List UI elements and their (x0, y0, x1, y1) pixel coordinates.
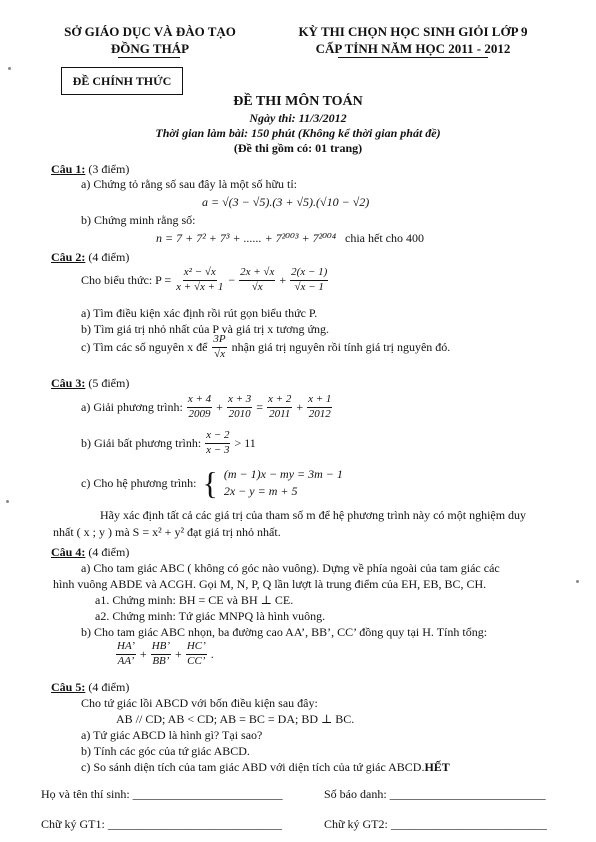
numerator: 2x + √x (239, 267, 275, 281)
exam-duration: Thời gian làm bài: 150 phút (Không kể thời gian phát đề) (155, 126, 441, 140)
numerator: x + 1 (307, 394, 332, 408)
q5-part-c-line (81, 760, 450, 775)
department-name: SỞ GIÁO DỤC VÀ ĐÀO TẠO (64, 24, 236, 39)
operator: − (228, 272, 236, 287)
q2-fraction-1 (175, 267, 224, 293)
q3-fraction-2 (227, 394, 252, 420)
q2-part-c-suffix: nhận giá trị nguyên rồi tính giá trị nguyên đó. (231, 339, 451, 354)
q3-fraction-4 (307, 394, 332, 420)
q1-part-b: b) Chứng minh rằng số: (81, 213, 196, 227)
q4-fraction-1 (116, 641, 136, 667)
q1-formula-b-line (156, 231, 424, 246)
question-points: (4 điểm) (85, 250, 130, 264)
q4-part-a-line-1: a) Cho tam giác ABC ( không có góc nào vuông). Dựng về phía ngoài của tam giác các (81, 561, 500, 575)
supervisor-1-label: Chữ ký GT1: (41, 817, 105, 831)
q3-fraction-1 (187, 394, 212, 420)
q3-part-b-suffix: > 11 (234, 435, 256, 450)
supervisor-1-field[interactable]: _____________________________ (107, 817, 282, 831)
numerator: x + 4 (187, 394, 212, 408)
q4-part-a1: a1. Chứng minh: BH = CE và BH ⊥ CE. (95, 593, 294, 607)
official-label: ĐỀ CHÍNH THỨC (72, 74, 172, 88)
candidate-number-field[interactable]: __________________________ (389, 787, 546, 801)
denominator: x + √x + 1 (176, 280, 224, 293)
numerator: HC’ (186, 641, 207, 655)
question-points: (4 điểm) (85, 545, 130, 559)
numerator: x² − √x (183, 267, 217, 281)
exam-name: KỲ THI CHỌN HỌC SINH GIỎI LỚP 9 (298, 24, 528, 39)
end-marker: HẾT (424, 760, 450, 774)
q3-part-c-prefix: c) Cho hệ phương trình: (81, 475, 197, 490)
operator: + (279, 272, 287, 287)
candidate-name-line (41, 787, 283, 802)
denominator: √x − 1 (294, 280, 324, 293)
header-divider (118, 57, 180, 58)
header-divider (338, 57, 488, 58)
question-label: Câu 1: (51, 162, 86, 176)
equation-system (224, 466, 343, 500)
q4-part-a-line-2: hình vuông ABDE và ACGH. Gọi M, N, P, Q lần lượt là trung điểm của EH, EB, BC, CH. (53, 577, 487, 591)
supervisor-1-line (41, 817, 282, 832)
q2-part-a: a) Tìm điều kiện xác định rồi rút gọn biểu thức P. (81, 306, 318, 320)
candidate-name-field[interactable]: _________________________ (132, 787, 283, 801)
operator: = (256, 399, 264, 414)
q5-intro: Cho tứ giác lồi ABCD với bốn điều kiện sau đây: (81, 696, 318, 710)
question-1-header (51, 162, 129, 177)
q5-conditions: AB // CD; AB < CD; AB = BC = DA; BD ⊥ BC. (116, 712, 355, 726)
denominator: BB’ (152, 654, 170, 667)
numerator: 2(x − 1) (290, 267, 328, 281)
denominator: CC’ (187, 654, 206, 667)
numerator: x + 3 (227, 394, 252, 408)
q2-part-c-prefix: c) Tìm các số nguyên x để (81, 339, 208, 354)
exam-date: Ngày thi: 11/3/2012 (249, 111, 347, 125)
q5-part-b: b) Tính các góc của tứ giác ABCD. (81, 744, 250, 758)
numerator: HA’ (116, 641, 136, 655)
q3-part-c (81, 466, 343, 500)
scan-speck (576, 580, 579, 583)
q3-part-b (81, 430, 256, 456)
q3-fraction-b (205, 430, 230, 456)
candidate-number-line (324, 787, 546, 802)
denominator: x − 3 (206, 443, 230, 456)
question-label: Câu 3: (51, 376, 86, 390)
numerator: x − 2 (205, 430, 230, 444)
q2-fraction-2 (239, 267, 275, 293)
denominator: 2011 (269, 407, 291, 420)
exam-pages: (Đề thi gồm có: 01 trang) (233, 141, 363, 155)
brace-icon: { (202, 465, 218, 501)
operator: + (139, 646, 147, 661)
candidate-number-label: Số báo danh: (324, 787, 387, 801)
q2-expression-prefix: Cho biểu thức: P = (81, 272, 172, 287)
q2-part-c (81, 334, 450, 360)
supervisor-2-label: Chữ ký GT2: (324, 817, 388, 831)
exam-level: CẤP TỈNH NĂM HỌC 2011 - 2012 (315, 41, 511, 56)
province-name: ĐỒNG THÁP (110, 41, 190, 56)
q1-formula-a: a = √(3 − √5).(3 + √5).(√10 − √2) (202, 195, 370, 209)
q1-part-a: a) Chứng tỏ rằng số sau đây là một số hữu tỉ: (81, 177, 297, 191)
denominator: 2012 (308, 407, 331, 420)
q4-sum-end: . (210, 646, 214, 661)
denominator: AA’ (117, 654, 135, 667)
denominator: √x (251, 280, 263, 293)
q3-part-a (81, 394, 332, 420)
q4-part-a2: a2. Chứng minh: Tứ giác MNPQ là hình vuông. (95, 609, 326, 623)
q2-fraction-3p (212, 334, 226, 360)
q4-fraction-3 (186, 641, 207, 667)
denominator: √x (214, 347, 225, 360)
official-box (61, 67, 183, 95)
question-points: (3 điểm) (85, 162, 130, 176)
numerator: HB’ (151, 641, 171, 655)
q3-fraction-3 (267, 394, 292, 420)
equation-1: (m − 1)x − my = 3m − 1 (223, 467, 343, 481)
denominator: 2010 (228, 407, 251, 420)
question-points: (4 điểm) (85, 680, 130, 694)
q3-text-1: Hãy xác định tất cả các giá trị của tham số m để hệ phương trình này có một nghiệm duy (100, 508, 527, 522)
q4-fraction-2 (151, 641, 171, 667)
q2-expression (81, 267, 328, 293)
equation-2: 2x − y = m + 5 (223, 484, 298, 498)
q2-fraction-3 (290, 267, 328, 293)
numerator: 3P (212, 334, 226, 348)
q4-sum (116, 641, 214, 667)
q2-part-b: b) Tìm giá trị nhỏ nhất của P và giá trị x tương ứng. (81, 322, 329, 336)
page-title: ĐỀ THI MÔN TOÁN (233, 94, 363, 109)
q5-part-c: c) So sánh diện tích của tam giác ABD với diện tích của tứ giác ABCD. (81, 760, 425, 774)
denominator: 2009 (188, 407, 211, 420)
operator: + (296, 399, 304, 414)
question-4-header (51, 545, 129, 560)
q3-part-b-prefix: b) Giải bất phương trình: (81, 435, 202, 450)
question-label: Câu 2: (51, 250, 86, 264)
supervisor-2-line (324, 817, 547, 832)
question-2-header (51, 250, 129, 265)
q3-part-a-prefix: a) Giải phương trình: (81, 399, 183, 414)
question-3-header (51, 376, 129, 391)
numerator: x + 2 (267, 394, 292, 408)
candidate-name-label: Họ và tên thí sinh: (41, 787, 130, 801)
operator: + (216, 399, 223, 414)
operator: + (175, 646, 182, 661)
scan-speck (8, 67, 11, 70)
scan-speck (6, 500, 9, 503)
q5-part-a: a) Tứ giác ABCD là hình gì? Tại sao? (81, 728, 263, 742)
supervisor-2-field[interactable]: __________________________ (390, 817, 547, 831)
question-label: Câu 4: (51, 545, 86, 559)
q1-formula-b-suffix: chia hết cho 400 (345, 231, 424, 245)
question-label: Câu 5: (51, 680, 86, 694)
q1-formula-b: n = 7 + 7² + 7³ + ...... + 7²⁰⁰³ + 7²⁰⁰⁴ (156, 231, 336, 245)
question-5-header (51, 680, 129, 695)
q4-part-b: b) Cho tam giác ABC nhọn, ba đường cao AA’, BB’, CC’ đồng quy tại H. Tính tổng: (81, 625, 488, 639)
q3-text-2: nhất ( x ; y ) mà S = x² + y² đạt giá trị nhỏ nhất. (53, 525, 281, 539)
question-points: (5 điểm) (85, 376, 130, 390)
